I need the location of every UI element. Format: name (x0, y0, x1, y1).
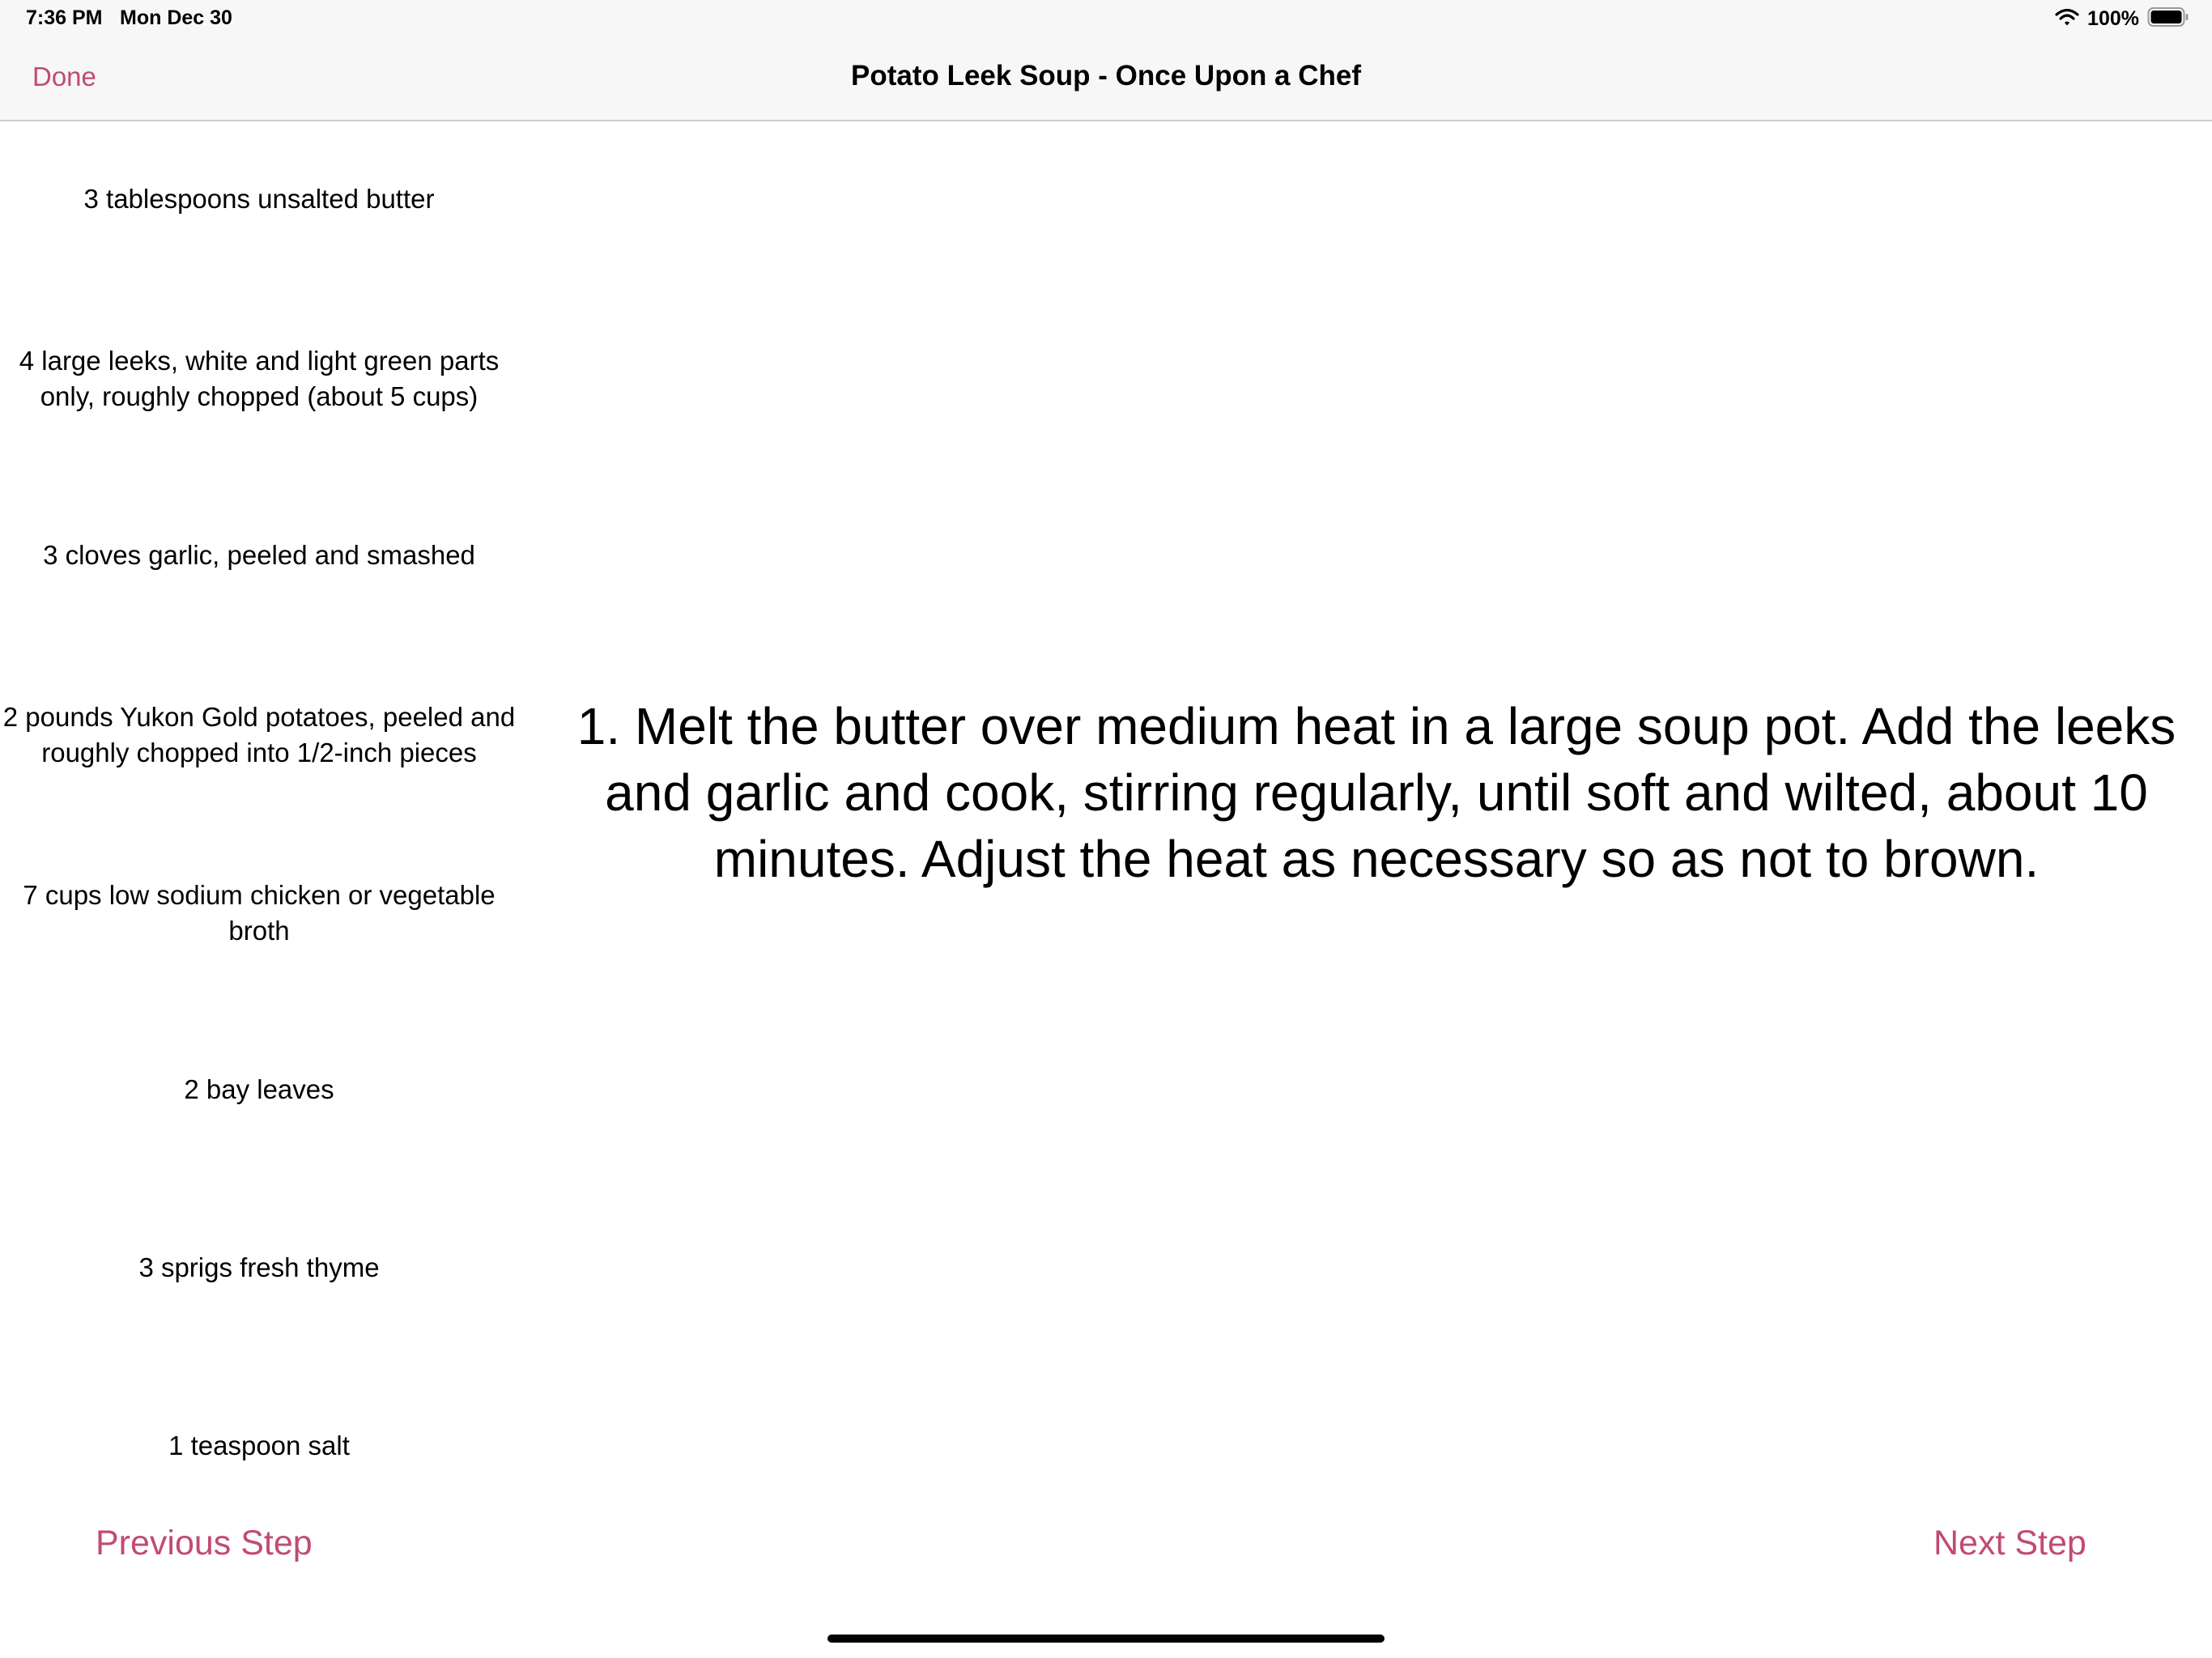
wifi-icon (2055, 7, 2079, 31)
next-step-button[interactable]: Next Step (1933, 1524, 2087, 1562)
previous-step-button[interactable]: Previous Step (96, 1524, 313, 1562)
step-instruction: 1. Melt the butter over medium heat in a large soup pot. Add the leeks and garlic and cook, stirring regularly, until soft and wilted, about 10 minutes. Adjust the heat as necessary so as not to brown. (576, 697, 2176, 888)
home-indicator[interactable] (827, 1635, 1385, 1643)
ingredient-item: 3 tablespoons unsalted butter (83, 184, 435, 214)
ingredient-item: 4 large leeks, white and light green parts only, roughly chopped (about 5 cups) (19, 346, 500, 411)
done-button[interactable]: Done (32, 62, 96, 91)
ingredient-item: 2 bay leaves (184, 1074, 334, 1104)
status-bar (0, 0, 2212, 37)
ingredient-item: 3 sprigs fresh thyme (138, 1252, 380, 1282)
ingredient-item: 2 pounds Yukon Gold potatoes, peeled and roughly chopped into 1/2-inch pieces (2, 702, 516, 767)
status-time: 7:36 PM (26, 6, 103, 29)
ingredient-item: 7 cups low sodium chicken or vegetable broth (23, 880, 496, 946)
battery-percent: 100% (2087, 6, 2139, 30)
status-indicators (2055, 5, 2189, 32)
ingredient-item: 1 teaspoon salt (168, 1431, 350, 1460)
status-date: Mon Dec 30 (120, 6, 232, 29)
battery-full-icon (2147, 6, 2189, 32)
ingredient-item: 3 cloves garlic, peeled and smashed (43, 540, 475, 570)
top-bar (0, 0, 2212, 121)
page-title: Potato Leek Soup - Once Upon a Chef (850, 60, 1362, 91)
